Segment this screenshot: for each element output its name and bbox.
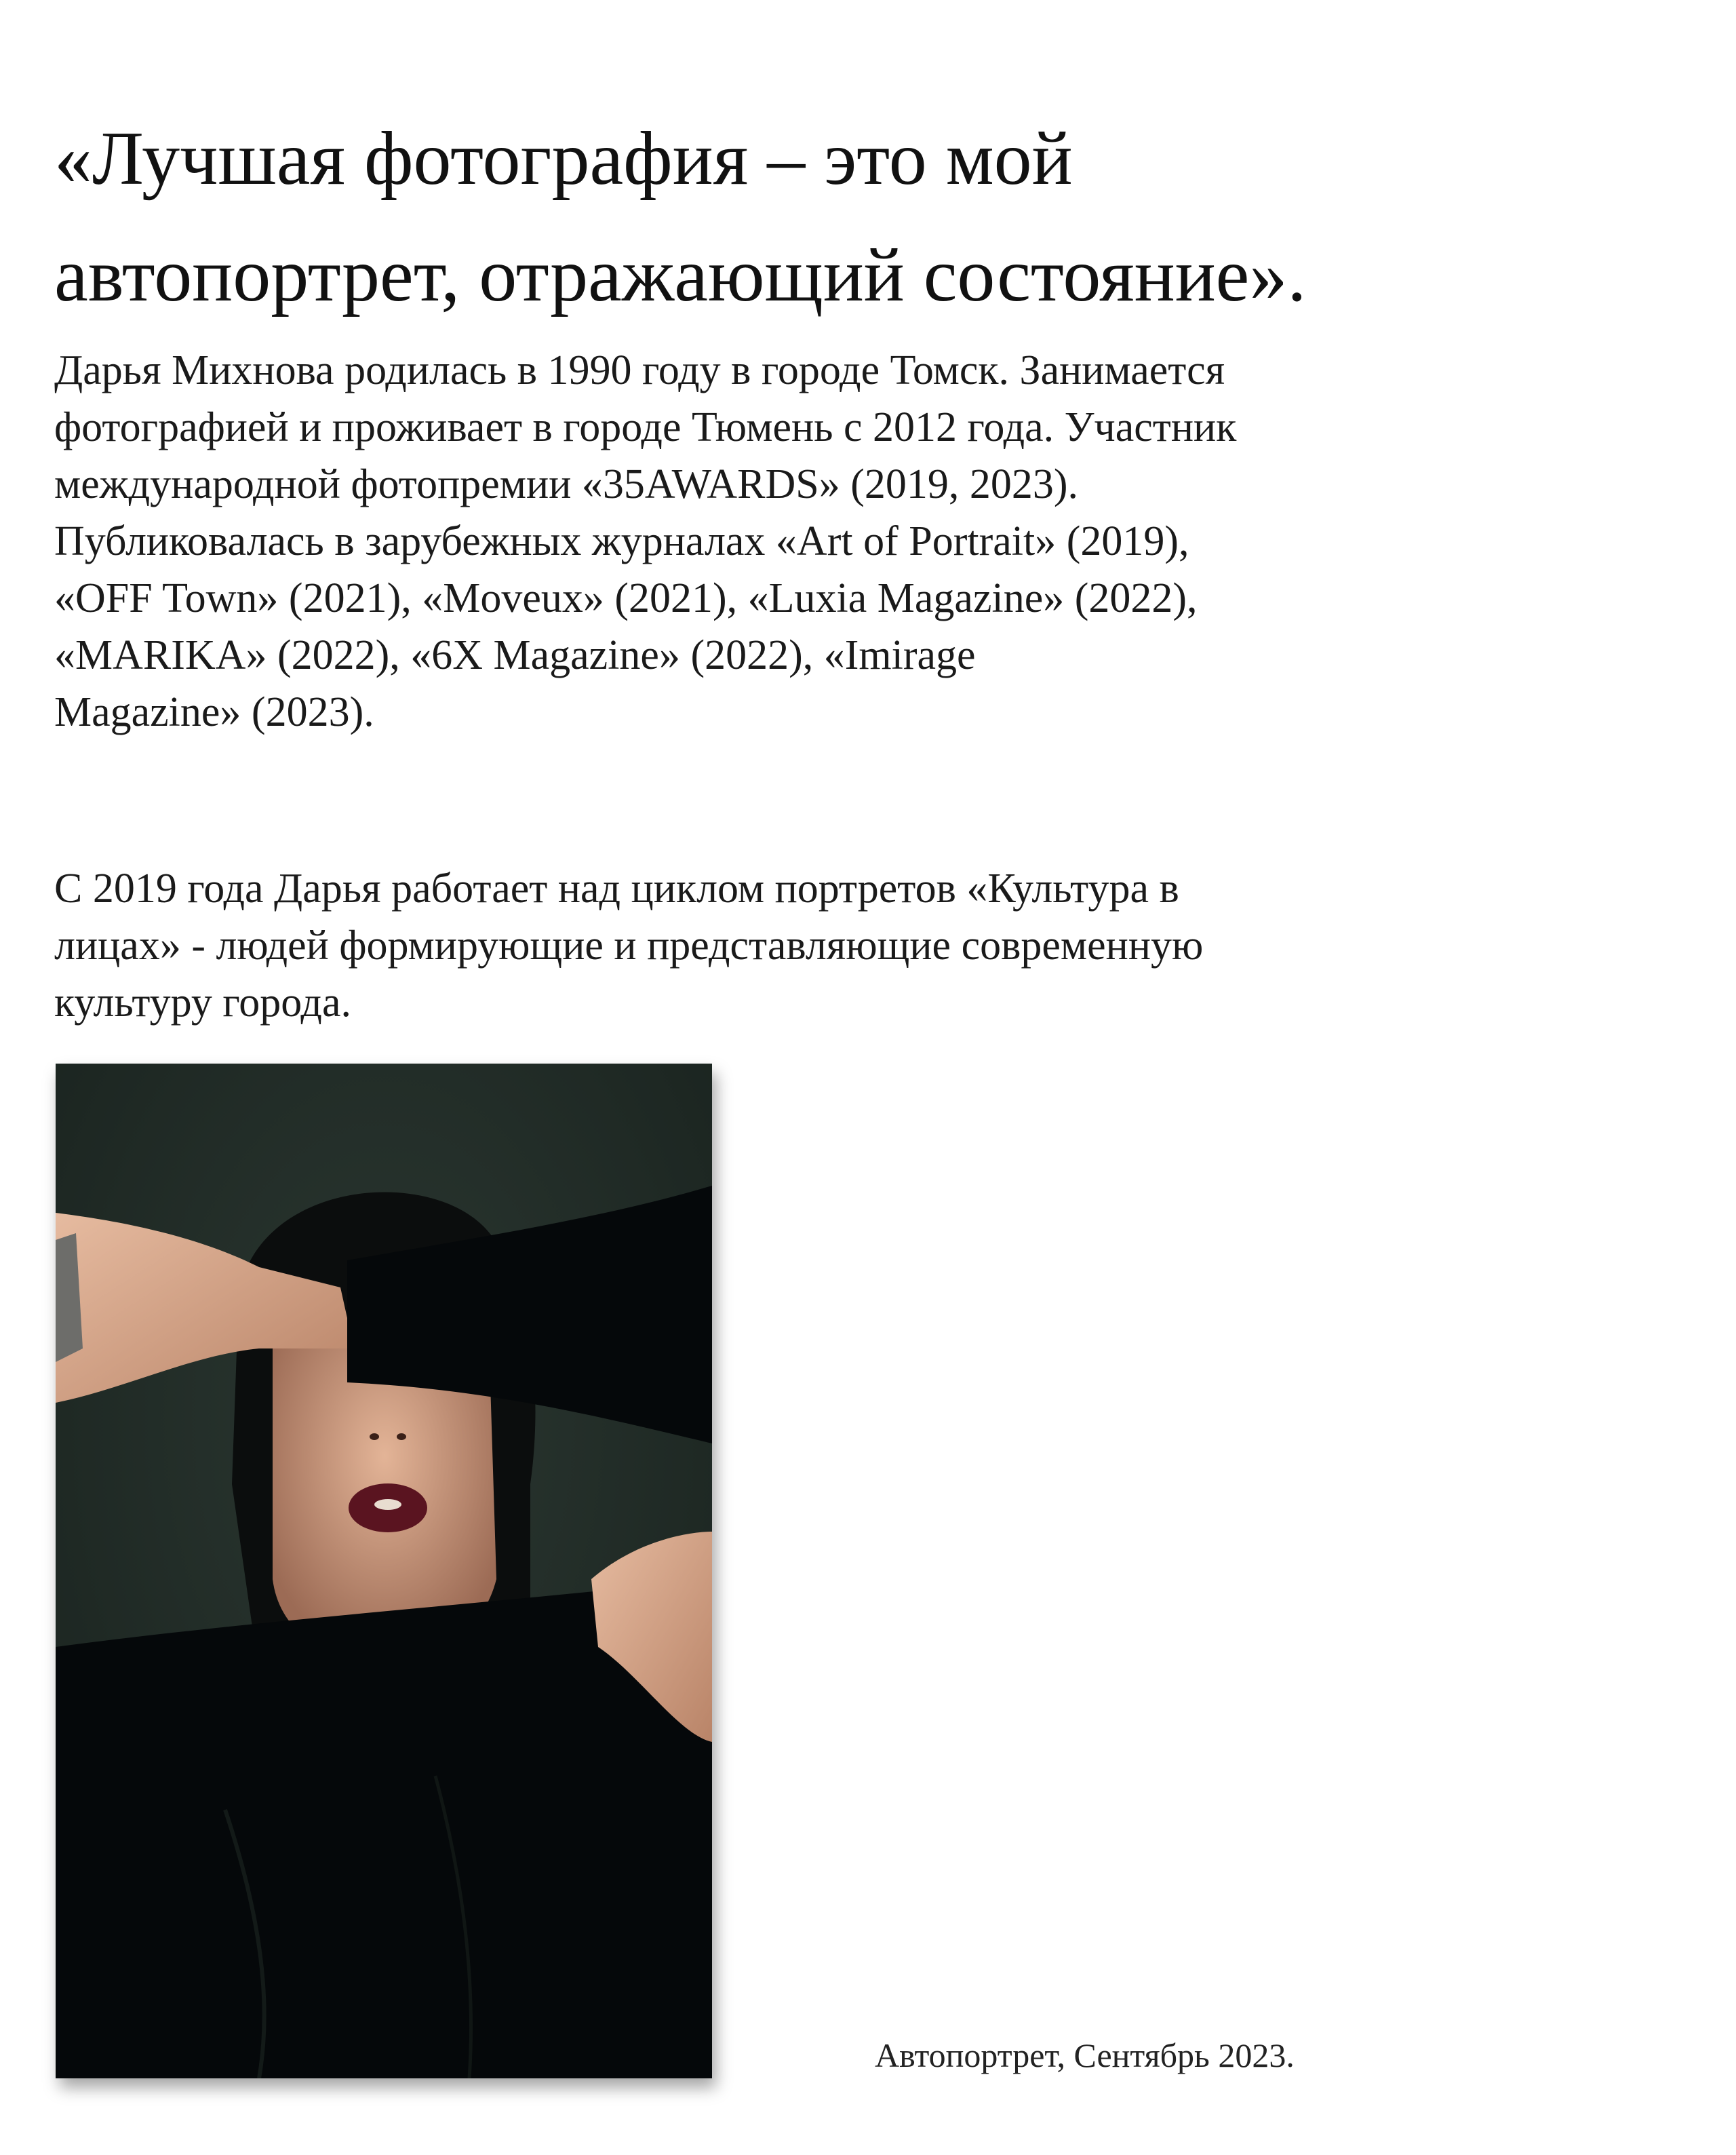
bio-line: Дарья Михнова родилась в 1990 году в городе Томск. Занимается	[54, 347, 1225, 393]
bio-paragraph	[54, 342, 1655, 741]
self-portrait-photo	[56, 1064, 712, 2078]
bio-line: «OFF Town» (2021), «Moveux» (2021), «Luxia Magazine» (2022),	[54, 575, 1198, 621]
cycle-line: С 2019 года Дарья работает над циклом портретов «Культура в	[54, 866, 1179, 912]
portrait-image	[56, 1064, 712, 2078]
headline-quote	[54, 100, 1614, 334]
cycle-line: культуру города.	[54, 979, 351, 1026]
bio-line: фотографией и проживает в городе Тюмень с 2012 года. Участник	[54, 404, 1237, 450]
bio-line: Magazine» (2023).	[54, 689, 374, 735]
photo-caption: Автопортрет, Сентябрь 2023.	[875, 2036, 1295, 2074]
headline-line: автопортрет, отражающий состояние».	[54, 233, 1307, 317]
headline-line: «Лучшая фотография – это мой	[54, 117, 1073, 201]
cycle-paragraph	[54, 860, 1655, 1031]
bio-line: Публиковалась в зарубежных журналах «Art of Portrait» (2019),	[54, 518, 1189, 564]
bio-line: «MARIKA» (2022), «6X Magazine» (2022), «Imirage	[54, 632, 976, 678]
bio-line: международной фотопремии «35AWARDS» (2019, 2023).	[54, 461, 1079, 507]
cycle-line: лицах» - людей формирующие и представляющие современную	[54, 923, 1204, 969]
